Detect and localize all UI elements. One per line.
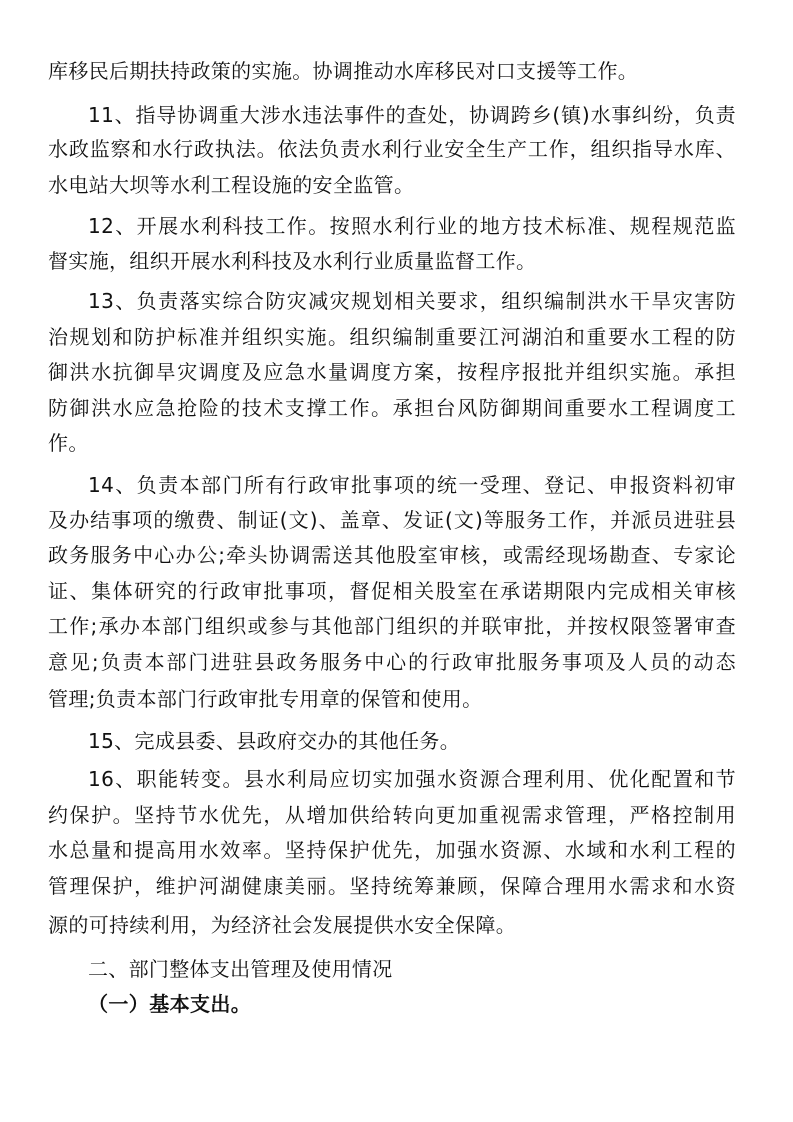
text-line: 御洪水抗御旱灾调度及应急水量调度方案，按程序报批并组织实施。承担 <box>48 360 736 384</box>
text-line: 约保护。坚持节水优先，从增加供给转向更加重视需求管理，严格控制用 <box>48 803 736 827</box>
text-line: 工作;承办本部门组织或参与其他部门组织的并联审批，并按权限签署审查 <box>48 614 736 638</box>
text-line: 意见;负责本部门进驻县政务服务中心的行政审批服务事项及人员的动态 <box>48 650 736 674</box>
text-line: 14、负责本部门所有行政审批事项的统一受理、登记、申报资料初审 <box>88 473 736 497</box>
text-line: 及办结事项的缴费、制证(文)、盖章、发证(文)等服务工作，并派员进驻县 <box>48 508 736 532</box>
text-line: 11、指导协调重大涉水违法事件的查处，协调跨乡(镇)水事纠纷，负责 <box>88 103 736 127</box>
text-line: 管理保护，维护河湖健康美丽。坚持统筹兼顾，保障合理用水需求和水资 <box>48 874 736 898</box>
text-line: 15、完成县委、县政府交办的其他任务。 <box>88 729 461 753</box>
text-line: 作。 <box>48 431 89 455</box>
subsection-heading: （一）基本支出。 <box>88 992 252 1016</box>
text-line: 证、集体研究的行政审批事项，督促相关股室在承诺期限内完成相关审核 <box>48 579 736 603</box>
text-line: 源的可持续利用，为经济社会发展提供水安全保障。 <box>48 913 517 937</box>
text-line: 管理;负责本部门行政审批专用章的保管和使用。 <box>48 687 483 711</box>
text-line: 12、开展水利科技工作。按照水利行业的地方技术标准、规程规范监 <box>88 214 736 238</box>
text-line: 16、职能转变。县水利局应切实加强水资源合理利用、优化配置和节 <box>88 767 736 791</box>
text-line: 水电站大坝等水利工程设施的安全监管。 <box>48 173 415 197</box>
text-line: 水总量和提高用水效率。坚持保护优先，加强水资源、水域和水利工程的 <box>48 838 736 862</box>
text-line: 政务服务中心办公;牵头协调需送其他股室审核，或需经现场勘查、专家论 <box>48 543 736 567</box>
text-line: 库移民后期扶持政策的实施。协调推动水库移民对口支援等工作。 <box>48 59 639 83</box>
text-line: 督实施，组织开展水利科技及水利行业质量监督工作。 <box>48 249 537 273</box>
section-heading: 二、部门整体支出管理及使用情况 <box>88 957 393 981</box>
text-line: 防御洪水应急抢险的技术支撑工作。承担台风防御期间重要水工程调度工 <box>48 396 736 420</box>
text-line: 水政监察和水行政执法。依法负责水利行业安全生产工作，组织指导水库、 <box>48 137 736 161</box>
text-line: 治规划和防护标准并组织实施。组织编制重要江河湖泊和重要水工程的防 <box>48 325 736 349</box>
text-line: 13、负责落实综合防灾减灾规划相关要求，组织编制洪水干旱灾害防 <box>88 289 736 313</box>
